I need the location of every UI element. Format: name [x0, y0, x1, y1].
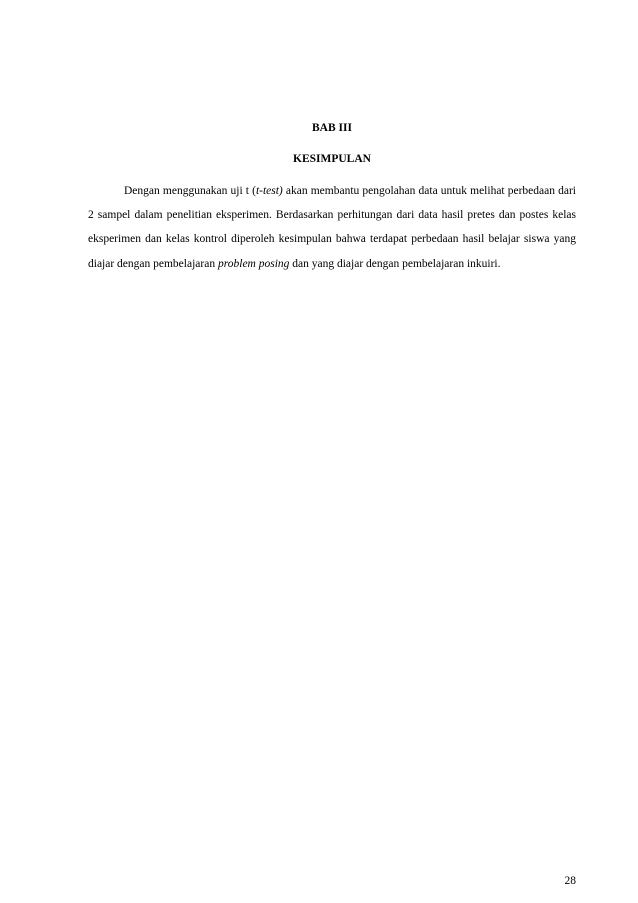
conclusion-paragraph — [88, 179, 576, 276]
paragraph-text-1: Dengan menggunakan uji t ( — [124, 185, 256, 197]
paragraph-italic-t-test: t-test) — [255, 185, 283, 197]
chapter-number: BAB III — [312, 122, 352, 134]
paragraph-text-3: dan yang diajar dengan pembelajaran inkuiri. — [289, 257, 501, 270]
paragraph-italic-problem-posing: problem posing — [217, 257, 290, 270]
paragraph-text-2: akan membantu pengolahan data untuk melihat perbedaan dari 2 sampel dalam penelitian eksperimen. Berdasarkan perhitungan dari data hasil pretes dan postes kelas eksperimen dan kelas kontrol diperoleh kesimpulan bahwa terdapat perbedaan hasil belajar siswa yang diajar dengan pembelajaran — [88, 185, 576, 270]
page-number: 28 — [564, 875, 576, 887]
chapter-title: KESIMPULAN — [293, 153, 371, 165]
